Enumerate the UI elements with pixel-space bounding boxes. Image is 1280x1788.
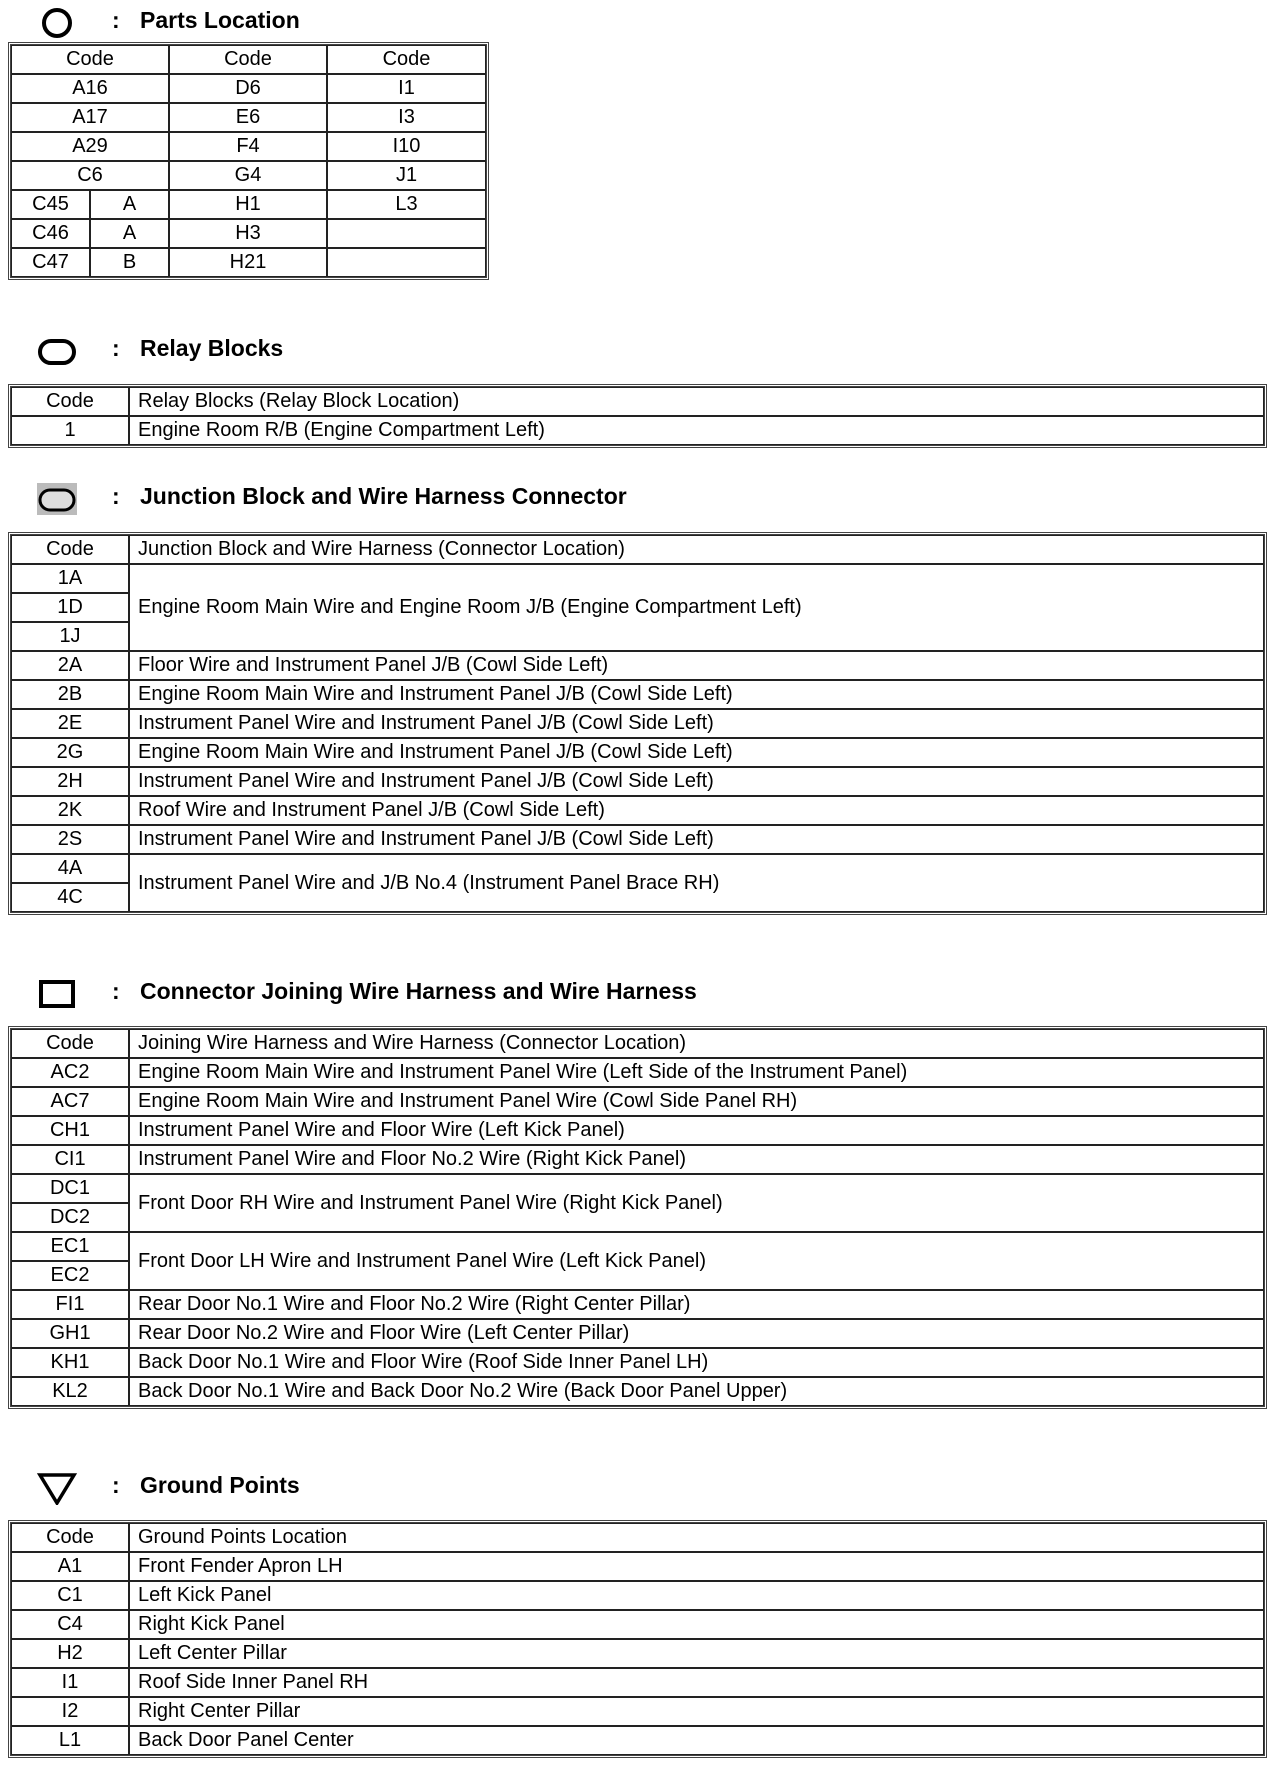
circle-icon [36,6,78,40]
table-row [11,248,486,277]
table-header-row [11,387,1264,416]
code-cell: AC2 [11,1058,129,1087]
code-cell: KH1 [11,1348,129,1377]
colon: : [112,978,120,1004]
part-code: A17 [11,103,169,132]
code-cell: 4C [11,883,129,912]
table-header-row [11,535,1264,564]
part-code: L3 [327,190,486,219]
code-cell: 1D [11,593,129,622]
code-cell: 2S [11,825,129,854]
table-row [11,1319,1264,1348]
location-description: Floor Wire and Instrument Panel J/B (Cowl Side Left) [129,651,1264,680]
code-cell: 2G [11,738,129,767]
location-description: Engine Room Main Wire and Instrument Panel J/B (Cowl Side Left) [129,738,1264,767]
triangle-down-icon [36,1471,78,1505]
location-description: Engine Room Main Wire and Instrument Panel Wire (Left Side of the Instrument Panel) [129,1058,1264,1087]
code-cell: DC1 [11,1174,129,1203]
location-description: Roof Side Inner Panel RH [129,1668,1264,1697]
table-row [11,767,1264,796]
table-row [11,1610,1264,1639]
part-code: I3 [327,103,486,132]
code-cell: 2E [11,709,129,738]
part-code: C45 [11,190,90,219]
section-title: Connector Joining Wire Harness and Wire Harness [140,978,697,1004]
column-header-code: Code [11,387,129,416]
part-code: C47 [11,248,90,277]
location-description: Left Kick Panel [129,1581,1264,1610]
table-header-row [11,1029,1264,1058]
section-title: Parts Location [140,7,300,33]
part-code: F4 [169,132,327,161]
location-description: Engine Room Main Wire and Instrument Panel Wire (Cowl Side Panel RH) [129,1087,1264,1116]
table-row [11,74,486,103]
relay-blocks-table [10,386,1265,446]
part-code: I1 [327,74,486,103]
table-header-row [11,1523,1264,1552]
code-cell: H2 [11,1639,129,1668]
table-row [11,1697,1264,1726]
section-title: Junction Block and Wire Harness Connector [140,483,627,509]
code-cell: I2 [11,1697,129,1726]
code-cell: EC2 [11,1261,129,1290]
code-cell: I1 [11,1668,129,1697]
part-code [327,219,486,248]
location-description: Instrument Panel Wire and J/B No.4 (Instrument Panel Brace RH) [129,854,1264,912]
location-description: Left Center Pillar [129,1639,1264,1668]
relay-blocks-header [0,330,1280,370]
location-description: Engine Room Main Wire and Instrument Panel J/B (Cowl Side Left) [129,680,1264,709]
part-code: H1 [169,190,327,219]
table-row [11,190,486,219]
table-row [11,1174,1264,1203]
column-header-code: Code [11,1523,129,1552]
code-cell: CH1 [11,1116,129,1145]
location-description: Front Door LH Wire and Instrument Panel Wire (Left Kick Panel) [129,1232,1264,1290]
location-description: Instrument Panel Wire and Floor No.2 Wire (Right Kick Panel) [129,1145,1264,1174]
table-row [11,709,1264,738]
location-description: Roof Wire and Instrument Panel J/B (Cowl Side Left) [129,796,1264,825]
code-cell: 2A [11,651,129,680]
location-description: Instrument Panel Wire and Floor Wire (Left Kick Panel) [129,1116,1264,1145]
colon: : [112,1472,120,1498]
table-row [11,738,1264,767]
code-cell: GH1 [11,1319,129,1348]
code-cell: EC1 [11,1232,129,1261]
table-row [11,796,1264,825]
table-row [11,416,1264,445]
table-row [11,825,1264,854]
location-description: Instrument Panel Wire and Instrument Panel J/B (Cowl Side Left) [129,709,1264,738]
code-cell: 2K [11,796,129,825]
location-description: Front Door RH Wire and Instrument Panel Wire (Right Kick Panel) [129,1174,1264,1232]
part-code: C46 [11,219,90,248]
parts-location-header [0,2,1280,42]
table-row [11,854,1264,883]
location-description: Back Door No.1 Wire and Back Door No.2 Wire (Back Door Panel Upper) [129,1377,1264,1406]
square-icon [36,977,78,1011]
table-row [11,1726,1264,1755]
table-header-row [11,45,486,74]
column-header-description: Relay Blocks (Relay Block Location) [129,387,1264,416]
part-code: A29 [11,132,169,161]
code-cell: KL2 [11,1377,129,1406]
shaded-rounded-rect-icon [36,482,78,516]
part-code [327,248,486,277]
table-row [11,1116,1264,1145]
location-description: Rear Door No.1 Wire and Floor No.2 Wire (Right Center Pillar) [129,1290,1264,1319]
column-header-description: Junction Block and Wire Harness (Connector Location) [129,535,1264,564]
table-row [11,1639,1264,1668]
part-code: A16 [11,74,169,103]
code-cell: 1A [11,564,129,593]
part-code: E6 [169,103,327,132]
code-cell: 1 [11,416,129,445]
section-title: Relay Blocks [140,335,284,361]
code-cell: 1J [11,622,129,651]
part-subcode: A [90,219,169,248]
location-description: Right Kick Panel [129,1610,1264,1639]
code-cell: 2B [11,680,129,709]
rounded-rect-icon [36,334,78,368]
part-code: G4 [169,161,327,190]
code-cell: DC2 [11,1203,129,1232]
parts-location-table [10,44,487,278]
ground-points-table [10,1522,1265,1756]
column-header: Code [169,45,327,74]
table-row [11,1552,1264,1581]
table-row [11,1668,1264,1697]
code-cell: A1 [11,1552,129,1581]
section-title: Ground Points [140,1472,300,1498]
column-header: Code [11,45,169,74]
part-code: I10 [327,132,486,161]
table-row [11,1581,1264,1610]
colon: : [112,483,120,509]
code-cell: 2H [11,767,129,796]
colon: : [112,7,120,33]
table-row [11,1058,1264,1087]
part-code: D6 [169,74,327,103]
table-row [11,219,486,248]
column-header-code: Code [11,535,129,564]
table-row [11,1290,1264,1319]
table-row [11,161,486,190]
part-code: H21 [169,248,327,277]
location-description: Back Door Panel Center [129,1726,1264,1755]
code-cell: C4 [11,1610,129,1639]
colon: : [112,335,120,361]
location-description: Instrument Panel Wire and Instrument Panel J/B (Cowl Side Left) [129,825,1264,854]
connector-joining-table [10,1028,1265,1407]
column-header-code: Code [11,1029,129,1058]
table-row [11,132,486,161]
table-row [11,1087,1264,1116]
location-description: Back Door No.1 Wire and Floor Wire (Roof Side Inner Panel LH) [129,1348,1264,1377]
location-description: Engine Room Main Wire and Engine Room J/B (Engine Compartment Left) [129,564,1264,651]
part-subcode: A [90,190,169,219]
table-row [11,1348,1264,1377]
code-cell: 4A [11,854,129,883]
part-code: H3 [169,219,327,248]
code-cell: L1 [11,1726,129,1755]
part-subcode: B [90,248,169,277]
location-description: Instrument Panel Wire and Instrument Panel J/B (Cowl Side Left) [129,767,1264,796]
table-row [11,1377,1264,1406]
code-cell: FI1 [11,1290,129,1319]
code-cell: C1 [11,1581,129,1610]
part-code: C6 [11,161,169,190]
location-description: Front Fender Apron LH [129,1552,1264,1581]
code-cell: AC7 [11,1087,129,1116]
location-description: Rear Door No.2 Wire and Floor Wire (Left Center Pillar) [129,1319,1264,1348]
connector-joining-header [0,973,1280,1013]
column-header-description: Ground Points Location [129,1523,1264,1552]
table-row [11,103,486,132]
location-description: Right Center Pillar [129,1697,1264,1726]
column-header-description: Joining Wire Harness and Wire Harness (Connector Location) [129,1029,1264,1058]
part-code: J1 [327,161,486,190]
table-row [11,1232,1264,1261]
table-row [11,564,1264,593]
junction-block-table [10,534,1265,913]
junction-block-header [0,478,1280,518]
table-row [11,651,1264,680]
table-row [11,1145,1264,1174]
code-cell: CI1 [11,1145,129,1174]
location-description: Engine Room R/B (Engine Compartment Left) [129,416,1264,445]
table-row [11,680,1264,709]
column-header: Code [327,45,486,74]
ground-points-header [0,1467,1280,1507]
